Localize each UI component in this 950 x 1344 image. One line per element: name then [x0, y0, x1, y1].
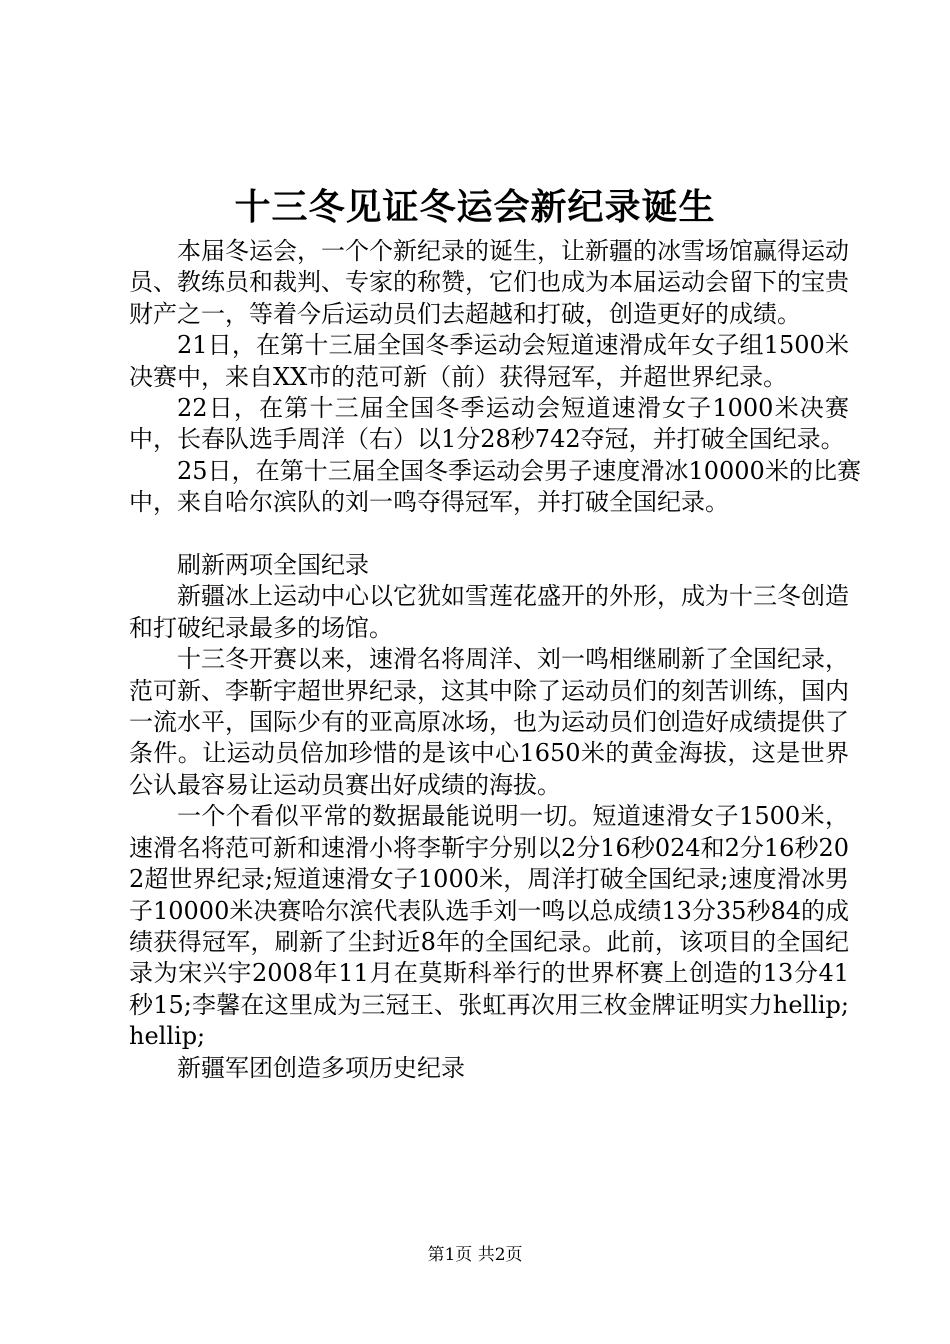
paragraph-intro: 本届冬运会，一个个新纪录的诞生，让新疆的冰雪场馆赢得运动员、教练员和裁判、专家的称赞，它们也成为本届运动会留下的宝贵财产之一，等着今后运动员们去超越和打破，创造更好的成绩。	[129, 237, 849, 328]
paragraph-day-25: 25日，在第十三届全国冬季运动会男子速度滑冰10000米的比赛中，来自哈尔滨队的刘一鸣夺得冠军，并打破全国纪录。	[129, 456, 861, 517]
document-body	[129, 236, 861, 1084]
paragraph-day-21: 21日，在第十三届全国冬季运动会短道速滑成年女子组1500米决赛中，来自XX市的范可新（前）获得冠军，并超世界纪录。	[129, 331, 849, 391]
paragraph-day-22: 22日，在第十三届全国冬季运动会短道速滑女子1000米决赛中，长春队选手周洋（右）以1分28秒742夺冠，并打破全国纪录。	[129, 394, 849, 454]
paragraph-altitude: 十三冬开赛以来，速滑名将周洋、刘一鸣相继刷新了全国纪录，范可新、李靳宇超世界纪录，这其中除了运动员们的刻苦训练，国内一流水平，国际少有的亚高原冰场，也为运动员们创造好成绩提供了条件。让运动员倍加珍惜的是该中心1650米的黄金海拔，这是世界公认最容易让运动员赛出好成绩的海拔。	[129, 645, 849, 799]
page-footer: 第1页 共2页	[427, 1245, 523, 1265]
paragraph-data: 一个个看似平常的数据最能说明一切。短道速滑女子1500米，速滑名将范可新和速滑小将李靳宇分别以2分16秒024和2分16秒202超世界纪录;短道速滑女子1000米，周洋打破全国纪录;速度滑冰男子10000米决赛哈尔滨代表队选手刘一鸣以总成绩13分35秒84的成绩获得冠军，刷新了尘封近8年的全国纪录。此前，该项目的全国纪录为宋兴宇2008年11月在莫斯科举行的世界杯赛上创造的13分41秒15;李馨在这里成为三冠王、张虹再次用三枚金牌证明实力hellip;hellip;	[129, 802, 849, 1051]
paragraph-venue: 新疆冰上运动中心以它犹如雪莲花盛开的外形，成为十三冬创造和打破纪录最多的场馆。	[129, 582, 849, 642]
section-heading-records: 刷新两项全国纪录	[177, 551, 369, 580]
section-heading-xinjiang: 新疆军团创造多项历史纪录	[177, 1053, 465, 1082]
document-title: 十三冬见证冬运会新纪录诞生	[234, 186, 716, 228]
